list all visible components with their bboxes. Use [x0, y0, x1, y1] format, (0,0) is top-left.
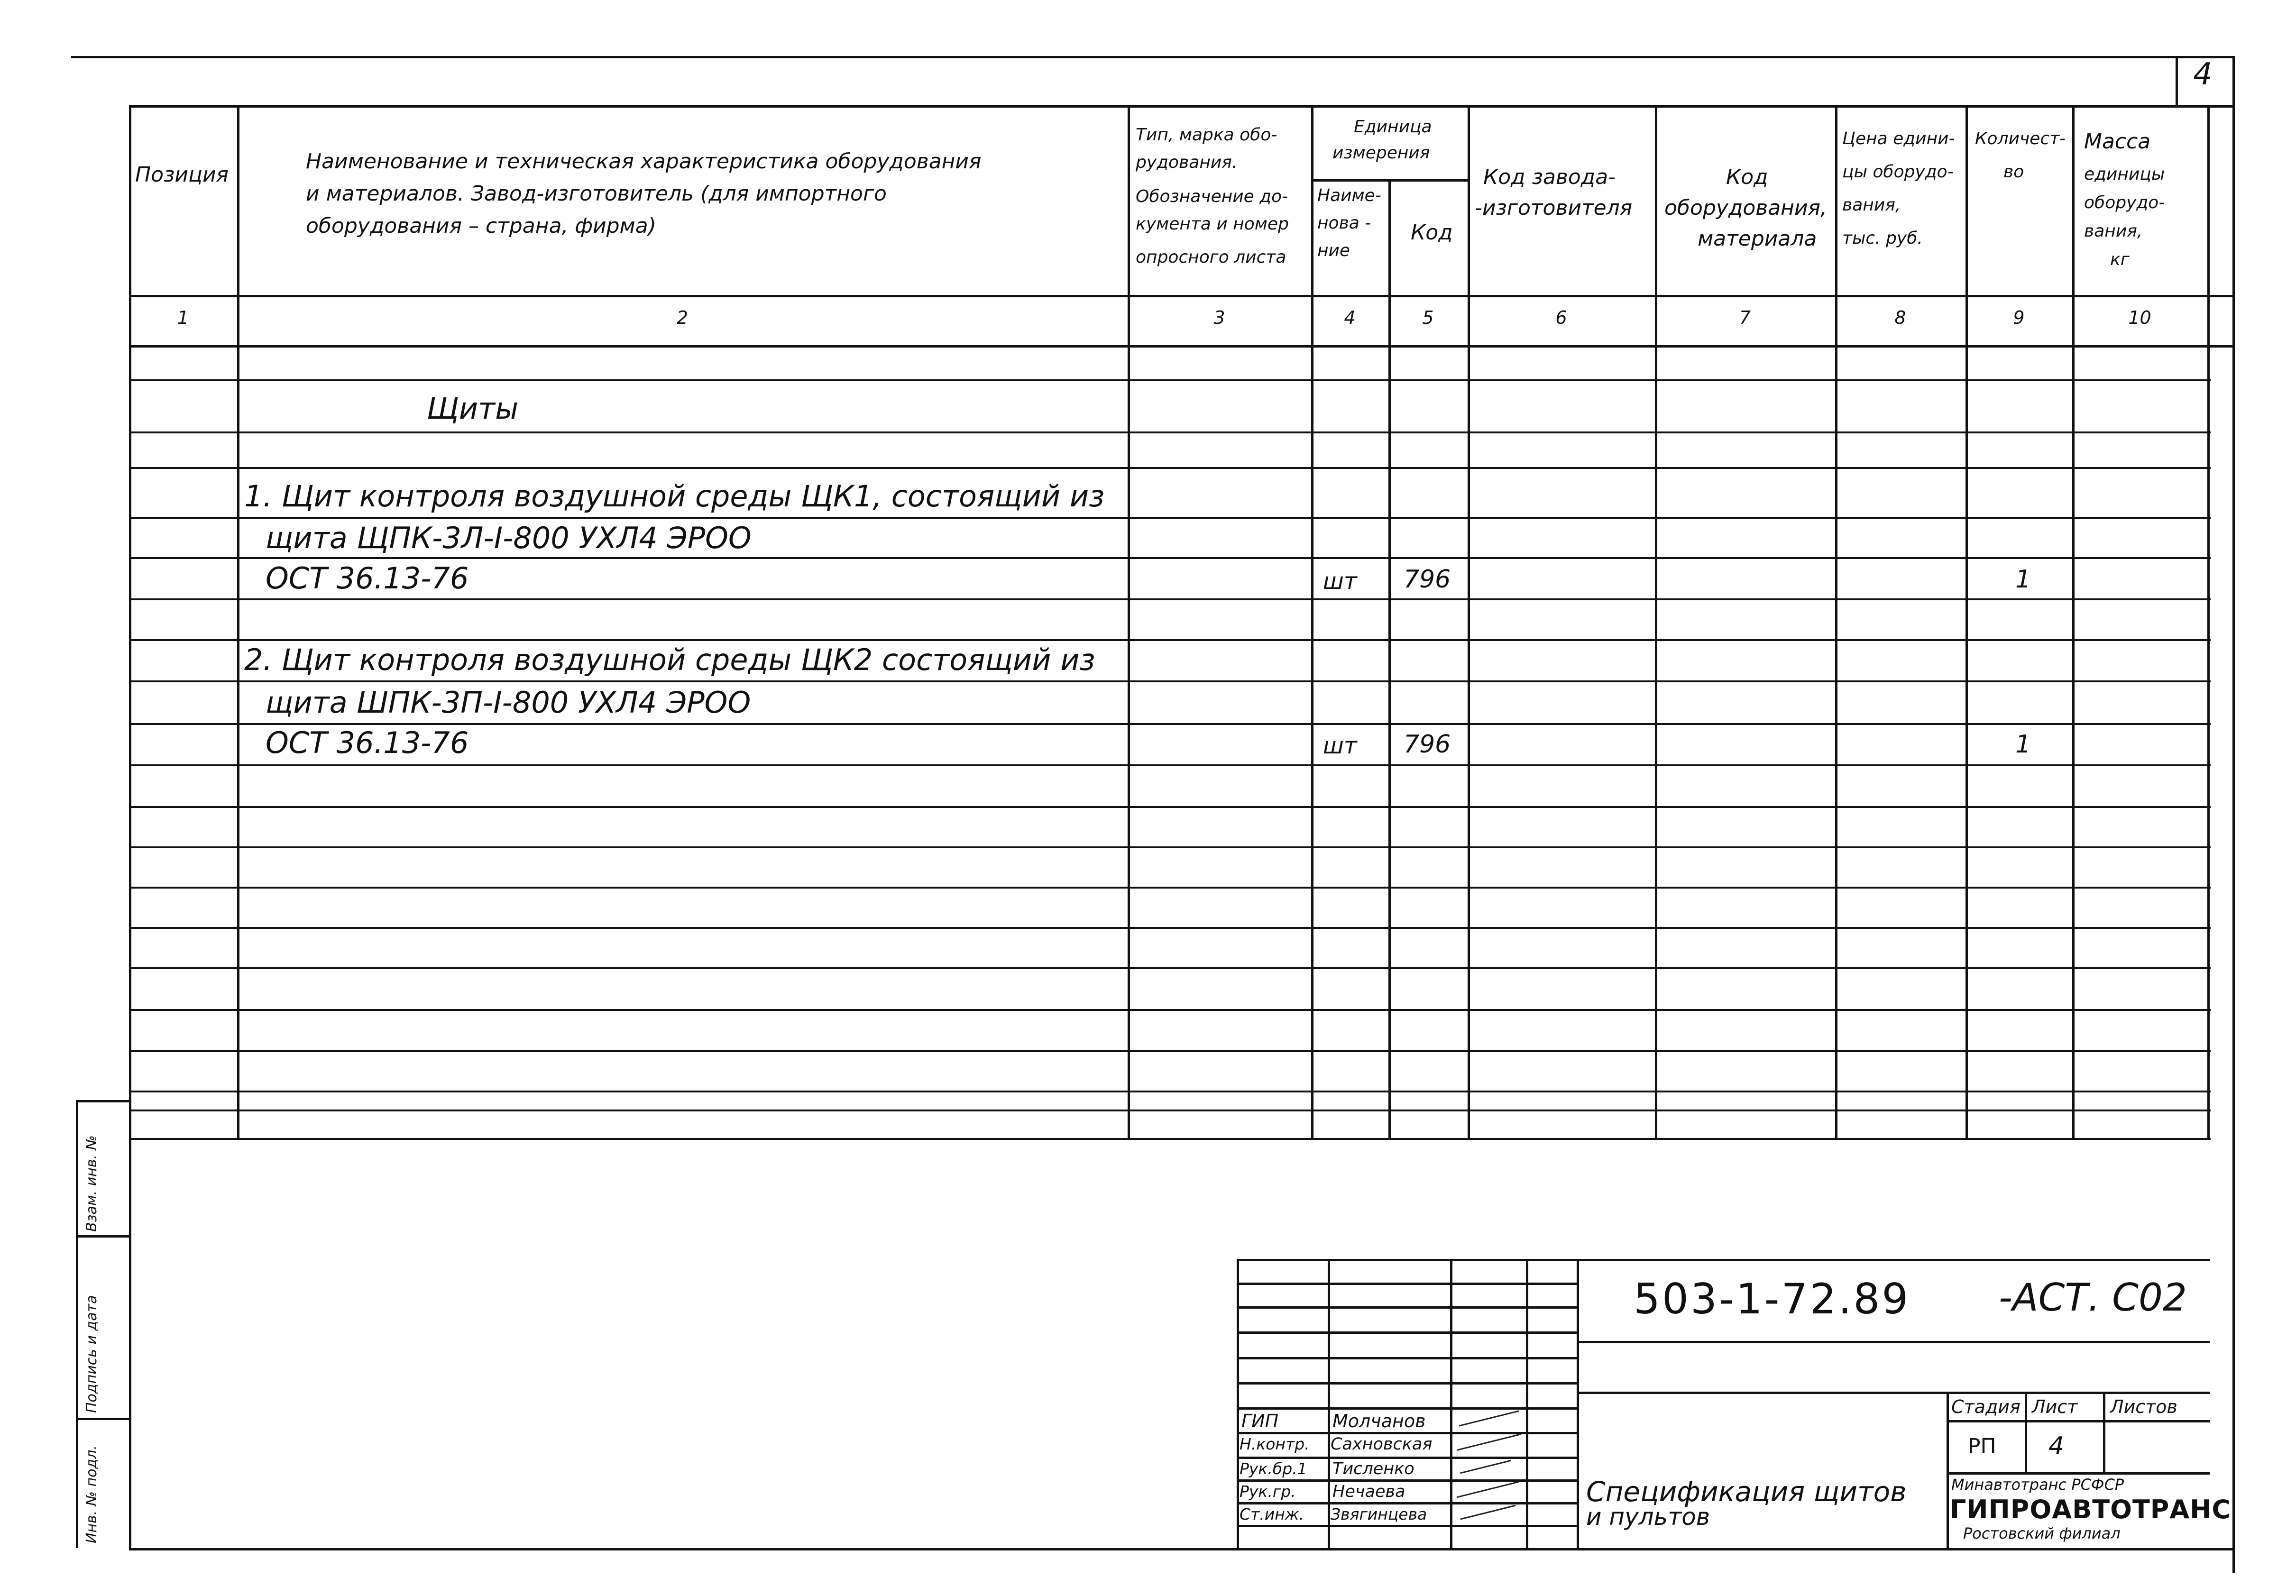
role-group-leader-1: Рук.бр.1 [1240, 1459, 1307, 1478]
row-line [129, 1009, 2211, 1011]
org-branch: Ростовский филиал [1963, 1524, 2121, 1542]
name-molchanov: Молчанов [1332, 1411, 1426, 1431]
item-1-line2: щита ЩПК-3Л-I-800 УХЛ4 ЭРОО [266, 521, 752, 555]
role-gip: ГИП [1241, 1411, 1279, 1431]
header-mass-line3: оборудо- [2084, 193, 2165, 212]
name-zvyagintseva: Звягинцева [1331, 1505, 1427, 1523]
col-line-2 [1128, 105, 1130, 1139]
header-unit-line1: Единица [1354, 117, 1432, 137]
name-tislenko: Тисленко [1332, 1459, 1414, 1478]
stamp-row [1237, 1525, 1577, 1527]
strip-label-replace: Взам. инв. № [83, 1135, 100, 1232]
doc-code: 503-1-72.89 [1634, 1275, 1910, 1323]
stage-label: Стадия [1951, 1396, 2020, 1417]
item-1-line3: ОСТ 36.13-76 [266, 561, 469, 596]
item-2-line2: щита ШПК-3П-I-800 УХЛ4 ЭРОО [266, 685, 751, 720]
item-2-line1: 2. Щит контроля воздушной среды ЩК2 состоящий из [244, 642, 1095, 677]
col-number: 10 [2128, 307, 2151, 328]
stamp-col-c [1526, 1259, 1528, 1548]
col-line-1 [237, 105, 239, 1139]
stamp-row [1237, 1502, 1577, 1504]
item-1-qty: 1 [2015, 565, 2031, 594]
signature-mark [1457, 1481, 1519, 1498]
header-type-line1: Тип, марка обо- [1136, 125, 1277, 145]
stamp-title-line2: и пультов [1586, 1503, 1710, 1531]
header-qty-line2: во [2003, 162, 2024, 182]
stamp-row [1237, 1432, 1577, 1434]
header-price-line3: вания, [1842, 195, 1901, 215]
stamp-col-b [1450, 1259, 1452, 1548]
sheet-label: Лист [2032, 1396, 2078, 1417]
role-senior-engineer: Ст.инж. [1240, 1505, 1304, 1523]
signature-mark [1460, 1460, 1511, 1474]
header-type-line4: кумента и номер [1136, 214, 1289, 234]
stamp-row [1237, 1357, 1577, 1359]
col-line-7 [1835, 105, 1837, 1139]
col-number: 6 [1555, 307, 1567, 328]
name-nechaeva: Нечаева [1332, 1482, 1405, 1501]
org-name: ГИПРОАВТОТРАНС [1950, 1495, 2231, 1524]
signature-mark [1460, 1505, 1515, 1520]
strip-outer [76, 1100, 78, 1548]
stamp-row [1237, 1382, 1577, 1385]
row-line [129, 1050, 2211, 1052]
header-mass-line1: Масса [2084, 129, 2151, 154]
sheets-label: Листов [2110, 1396, 2177, 1417]
signature-mark [1459, 1410, 1519, 1426]
header-equip-code-line1: Код [1726, 165, 1768, 189]
header-unit-name-line2: нова - [1317, 213, 1371, 233]
row-line [129, 927, 2211, 929]
header-name-line2: и материалов. Завод-изготовитель (для импортного [306, 182, 887, 206]
stamp-stage-div1 [2025, 1392, 2027, 1472]
stamp-stage-row1 [1947, 1420, 2210, 1422]
header-equip-code-line2: оборудования, [1664, 196, 1827, 220]
org-ministry: Минавтотранс РСФСР [1951, 1476, 2124, 1494]
row-line [129, 557, 2211, 559]
col-number: 7 [1739, 307, 1751, 328]
stamp-row [1237, 1306, 1577, 1309]
colnum-bottom [129, 345, 2234, 348]
row-line [129, 379, 2211, 381]
row-line [129, 467, 2211, 469]
row-line [129, 846, 2211, 848]
name-sakhnovskaya: Сахновская [1331, 1435, 1433, 1454]
item-2-unit: шт [1323, 733, 1357, 759]
strip-div-2 [76, 1235, 129, 1238]
header-factory-code-line1: Код завода- [1483, 165, 1616, 189]
header-bottom [129, 295, 2234, 297]
page-number-box-left [2176, 56, 2178, 105]
header-qty-line1: Количест- [1975, 129, 2066, 148]
stamp-title-right [1947, 1392, 1949, 1548]
role-group-leader: Рук.гр. [1240, 1482, 1296, 1501]
stamp-stage-row2 [1947, 1472, 2210, 1475]
col-number: 4 [1344, 307, 1356, 328]
header-position: Позиция [135, 163, 229, 187]
stamp-left [1237, 1259, 1239, 1548]
header-unit-code: Код [1411, 220, 1453, 245]
row-line [129, 517, 2211, 519]
col-line-9 [2072, 105, 2075, 1139]
table-top [129, 105, 2234, 108]
col-line-10 [2207, 105, 2210, 1139]
header-unit-line2: измерения [1332, 143, 1430, 163]
stamp-row [1237, 1407, 1577, 1410]
col-line-8 [1965, 105, 1968, 1139]
item-2-line3: ОСТ 36.13-76 [266, 725, 469, 760]
header-type-line5: опросного листа [1136, 248, 1286, 267]
header-type-line3: Обозначение до- [1136, 187, 1288, 206]
row-line [129, 887, 2211, 889]
header-unit-name-line3: ние [1317, 241, 1350, 260]
header-mass-line4: вания, [2084, 221, 2143, 241]
signature-mark [1457, 1433, 1522, 1451]
header-name-line3: оборудования – страна, фирма) [306, 214, 656, 238]
role-norm-control: Н.контр. [1240, 1435, 1310, 1453]
doc-suffix: -АСТ. С02 [1999, 1275, 2187, 1320]
top-rule [71, 56, 2233, 58]
stamp-info-top [1577, 1392, 2210, 1394]
header-equip-code-line3: материала [1698, 227, 1817, 251]
page-number: 4 [2193, 57, 2213, 92]
stamp-title-line1: Спецификация щитов [1586, 1476, 1907, 1508]
col-line-3 [1311, 105, 1313, 1139]
frame-bottom [129, 1548, 2234, 1550]
row-line [129, 598, 2211, 600]
col-number: 9 [2013, 307, 2025, 328]
header-price-line4: тыс. руб. [1842, 229, 1923, 248]
strip-div-1 [76, 1100, 129, 1102]
row-line [129, 806, 2211, 808]
strip-label-inv: Инв. № подл. [83, 1445, 100, 1543]
item-1-unit: шт [1323, 568, 1357, 595]
stamp-row [1237, 1283, 1577, 1285]
header-mass-line5: кг [2110, 250, 2130, 269]
header-mass-line2: единицы [2084, 165, 2165, 184]
item-1-line1: 1. Щит контроля воздушной среды ЩК1, состоящий из [244, 479, 1105, 514]
col-number: 1 [177, 307, 189, 328]
stamp-row [1237, 1479, 1577, 1482]
section-title: Щиты [427, 391, 519, 426]
row-line [129, 431, 2211, 433]
stamp-stage-div2 [2103, 1392, 2105, 1472]
item-2-qty: 1 [2015, 730, 2031, 759]
header-name-line1: Наименование и техническая характеристика оборудования [306, 149, 982, 174]
strip-label-sign: Подпись и дата [83, 1295, 100, 1413]
col-line-5 [1468, 105, 1470, 1139]
row-line [129, 1091, 2211, 1092]
header-unit-name-line1: Наиме- [1317, 186, 1381, 205]
header-price-line1: Цена едини- [1842, 129, 1955, 148]
row-line [129, 967, 2211, 969]
stage-value: РП [1968, 1434, 1996, 1458]
row-line [129, 764, 2211, 766]
stamp-row [1237, 1457, 1577, 1459]
row-line [129, 639, 2211, 641]
stamp-col-d [1577, 1259, 1579, 1548]
row-line [129, 1138, 2211, 1140]
col-number: 5 [1422, 307, 1434, 328]
item-2-code: 796 [1404, 730, 1451, 759]
col-number: 3 [1213, 307, 1225, 328]
strip-div-3 [76, 1418, 129, 1420]
col-number: 8 [1894, 307, 1906, 328]
row-line [129, 680, 2211, 682]
header-type-line2: рудования. [1136, 153, 1238, 172]
stamp-top [1237, 1259, 2210, 1261]
stamp-row [1237, 1331, 1577, 1334]
frame-right [2232, 56, 2235, 1573]
stamp-code-bottom [1577, 1341, 2210, 1343]
col-line-6 [1655, 105, 1657, 1139]
row-line [129, 723, 2211, 725]
row-line [129, 1110, 2211, 1111]
header-price-line2: цы оборудо- [1842, 162, 1954, 182]
stamp-col-a [1328, 1259, 1330, 1548]
sheet-value: 4 [2048, 1432, 2065, 1460]
col-number: 2 [676, 307, 689, 328]
item-1-code: 796 [1404, 565, 1451, 594]
header-factory-code-line2: -изготовителя [1475, 196, 1633, 220]
